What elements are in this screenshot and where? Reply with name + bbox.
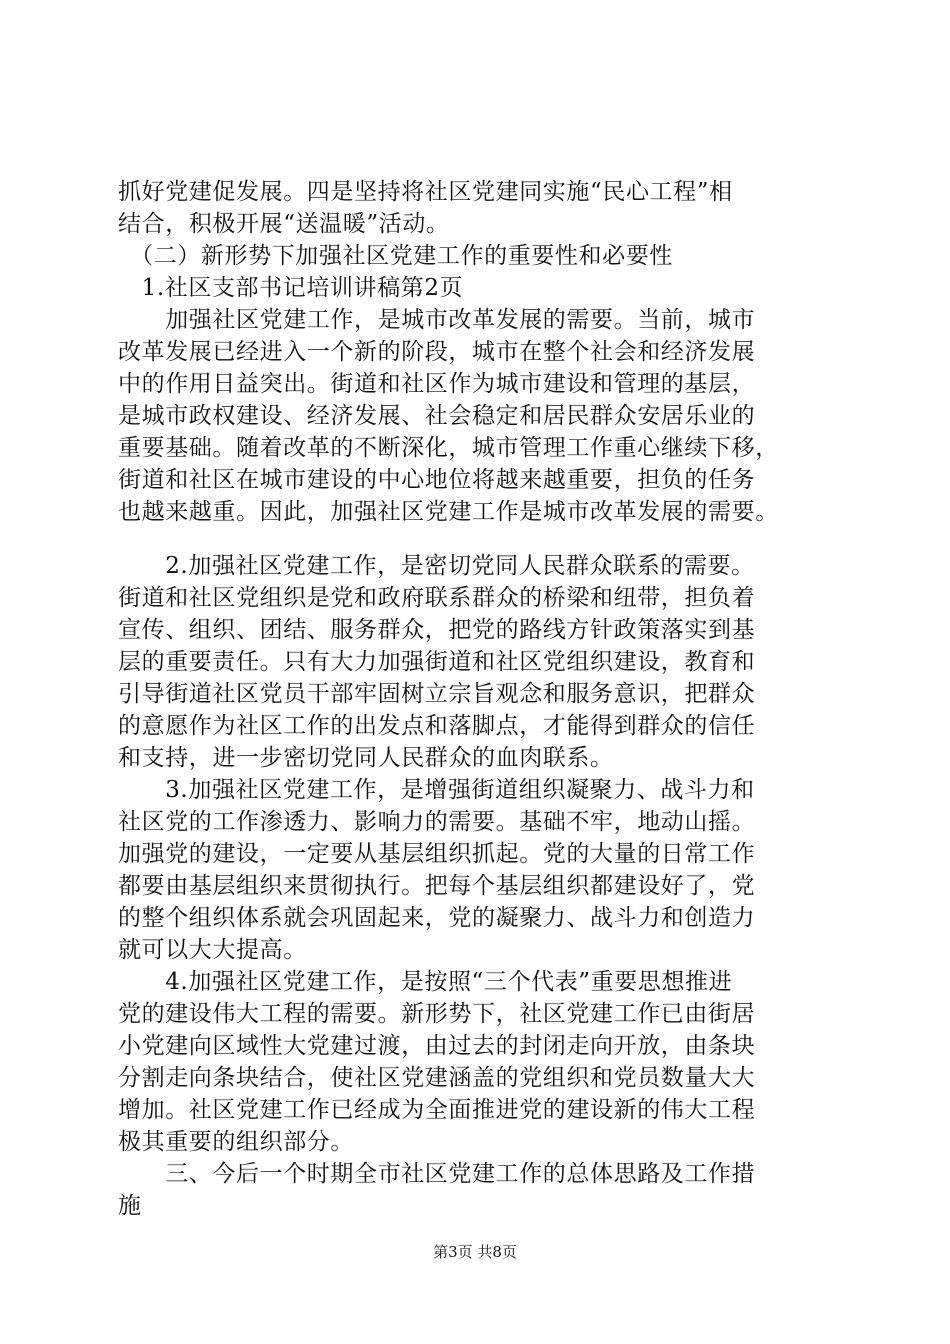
page-footer: 第3页 共8页: [433, 1243, 517, 1261]
text-line: 宣传、组织、团结、服务群众，把党的路线方针政策落实到基: [118, 617, 756, 643]
text-line: 的整个组织体系就会巩固起来，党的凝聚力、战斗力和创造力: [118, 905, 756, 931]
text-line: 街道和社区党组织是党和政府联系群众的桥梁和纽带，担负着: [118, 585, 756, 611]
document-body: [118, 176, 838, 1222]
text-line: 极其重要的组织部分。: [118, 1129, 354, 1155]
text-line: 是城市政权建设、经济发展、社会稳定和居民群众安居乐业的: [118, 403, 756, 429]
text-line: 社区党的工作渗透力、影响力的需要。基础不牢，地动山摇。: [118, 809, 756, 835]
text-line: 的意愿作为社区工作的出发点和落脚点，才能得到群众的信任: [118, 713, 756, 739]
text-line: 就可以大大提高。: [118, 937, 307, 963]
text-line: 也越来越重。因此，加强社区党建工作是城市改革发展的需要。: [118, 499, 779, 525]
section-heading: 三、今后一个时期全市社区党建工作的总体思路及工作措: [118, 1161, 756, 1187]
text-line: 街道和社区在城市建设的中心地位将越来越重要，担负的任务: [118, 467, 756, 493]
text-line: 3.加强社区党建工作，是增强街道组织凝聚力、战斗力和: [118, 777, 755, 803]
text-line: 4.加强社区党建工作，是按照“三个代表”重要思想推进: [118, 969, 733, 995]
text-line: 都要由基层组织来贯彻执行。把每个基层组织都建设好了，党: [118, 873, 756, 899]
paragraph-gap: [118, 528, 838, 550]
text-line: 2.加强社区党建工作，是密切党同人民群众联系的需要。: [118, 553, 755, 579]
text-line: 小党建向区域性大党建过渡，由过去的封闭走向开放，由条块: [118, 1033, 756, 1059]
text-line: 层的重要责任。只有大力加强街道和社区党组织建设，教育和: [118, 649, 756, 675]
text-line: 结合，积极开展“送温暖”活动。: [118, 211, 450, 237]
text-line: 党的建设伟大工程的需要。新形势下，社区党建工作已由街居: [118, 1001, 756, 1027]
text-line: 改革发展已经进入一个新的阶段，城市在整个社会和经济发展: [118, 339, 756, 365]
text-line: 施: [118, 1193, 142, 1219]
text-line: 增加。社区党建工作已经成为全面推进党的建设新的伟大工程: [118, 1097, 756, 1123]
text-line: 引导街道社区党员干部牢固树立宗旨观念和服务意识，把群众: [118, 681, 756, 707]
section-heading: （二）新形势下加强社区党建工作的重要性和必要性: [118, 243, 673, 269]
text-line: 抓好党建促发展。四是坚持将社区党建同实施“民心工程”相: [118, 179, 733, 205]
text-line: 分割走向条块结合，使社区党建涵盖的党组织和党员数量大大: [118, 1065, 756, 1091]
text-line: 重要基础。随着改革的不断深化，城市管理工作重心继续下移，: [118, 435, 779, 461]
text-line: 加强党的建设，一定要从基层组织抓起。党的大量的日常工作: [118, 841, 756, 867]
subsection-heading: 1.社区支部书记培训讲稿第2页: [118, 275, 464, 301]
text-line: 中的作用日益突出。街道和社区作为城市建设和管理的基层，: [118, 371, 756, 397]
text-line: 和支持，进一步密切党同人民群众的血肉联系。: [118, 745, 614, 771]
text-line: 加强社区党建工作，是城市改革发展的需要。当前，城市: [118, 307, 756, 333]
